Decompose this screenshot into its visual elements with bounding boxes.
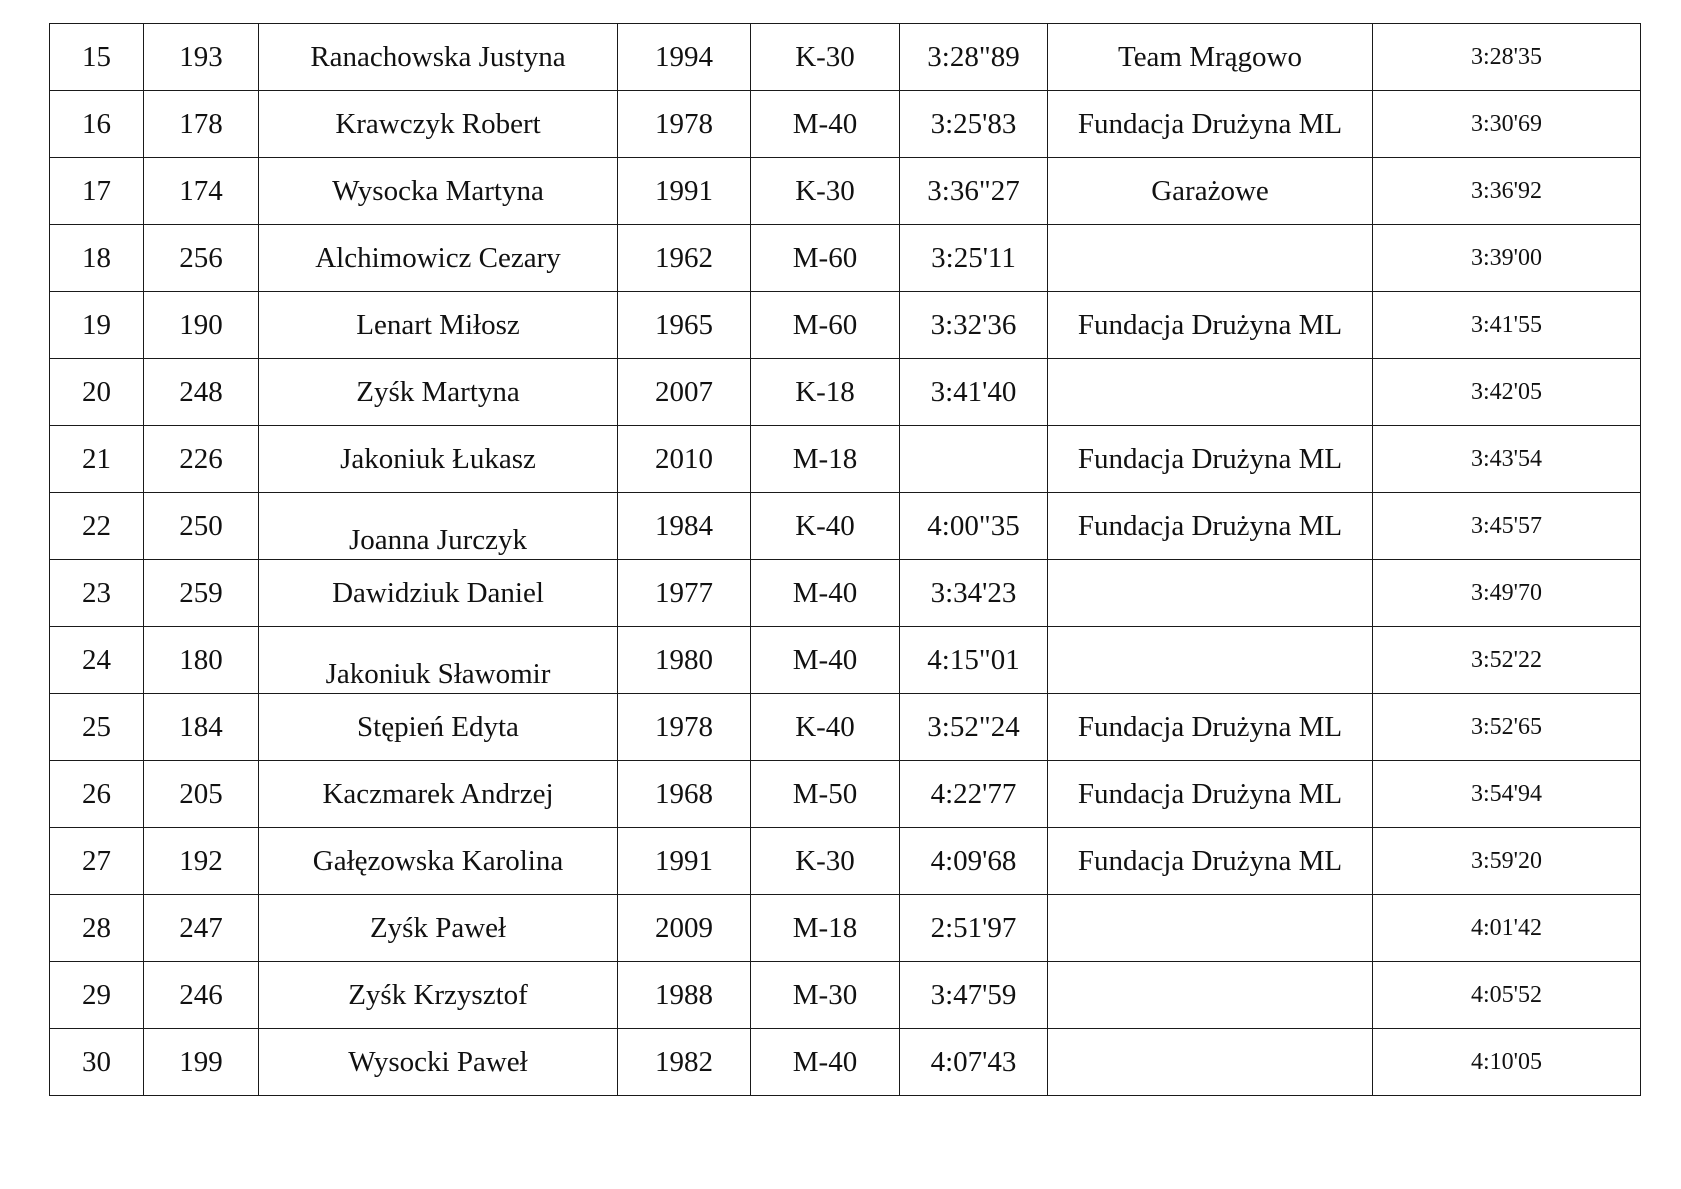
category-cell	[751, 895, 900, 962]
result-time-cell	[1373, 91, 1641, 158]
split-time-text: 3:41'40	[930, 375, 1017, 408]
category-text: M-40	[792, 107, 858, 140]
club-text: Fundacja Drużyna ML	[1077, 442, 1343, 475]
competitor-name-text: Joanna Jurczyk	[349, 523, 527, 556]
birth-year-text: 1991	[655, 174, 713, 207]
competitor-name-cell	[259, 1029, 618, 1096]
club-text: Fundacja Drużyna ML	[1077, 509, 1343, 542]
bib-number-text: 190	[179, 308, 223, 341]
category-cell	[751, 560, 900, 627]
split-time-cell	[900, 694, 1048, 761]
birth-year-text: 1978	[655, 710, 713, 743]
table-row	[50, 24, 1641, 91]
birth-year-text: 1988	[655, 978, 713, 1011]
bib-number-text: 178	[179, 107, 223, 140]
split-time-cell	[900, 359, 1048, 426]
table-row	[50, 1029, 1641, 1096]
competitor-name-cell	[259, 158, 618, 225]
bib-number-text: 256	[179, 241, 223, 274]
result-time-text: 3:41'55	[1471, 312, 1542, 338]
competitor-name-text: Zyśk Paweł	[369, 911, 507, 944]
competitor-name-cell	[259, 91, 618, 158]
result-time-cell	[1373, 426, 1641, 493]
category-text: K-30	[795, 40, 855, 73]
bib-number-text: 184	[179, 710, 223, 743]
split-time-text: 3:25'11	[931, 241, 1016, 274]
place-cell	[50, 359, 144, 426]
table-row	[50, 158, 1641, 225]
birth-year-text: 1994	[655, 40, 713, 73]
competitor-name-cell	[259, 962, 618, 1029]
split-time-text: 3:32'36	[930, 308, 1017, 341]
birth-year-text: 1984	[655, 509, 713, 542]
place-cell	[50, 91, 144, 158]
table-row	[50, 828, 1641, 895]
bib-number-cell	[144, 91, 259, 158]
split-time-cell	[900, 426, 1048, 493]
split-time-text: 3:47'59	[930, 978, 1017, 1011]
birth-year-cell	[618, 627, 751, 694]
split-time-text: 3:36"27	[927, 174, 1020, 207]
result-time-cell	[1373, 24, 1641, 91]
birth-year-cell	[618, 828, 751, 895]
competitor-name-text: Gałęzowska Karolina	[312, 844, 564, 877]
birth-year-text: 2007	[655, 375, 713, 408]
birth-year-cell	[618, 560, 751, 627]
place-text: 23	[82, 576, 111, 609]
split-time-cell	[900, 225, 1048, 292]
club-cell	[1048, 895, 1373, 962]
table-row	[50, 627, 1641, 694]
club-cell	[1048, 91, 1373, 158]
result-time-cell	[1373, 761, 1641, 828]
bib-number-text: 205	[179, 777, 223, 810]
category-cell	[751, 359, 900, 426]
bib-number-text: 192	[179, 844, 223, 877]
bib-number-text: 174	[179, 174, 223, 207]
birth-year-cell	[618, 292, 751, 359]
table-row	[50, 694, 1641, 761]
place-text: 28	[82, 911, 111, 944]
result-time-text: 3:59'20	[1471, 848, 1542, 874]
club-text: Fundacja Drużyna ML	[1077, 107, 1343, 140]
category-text: M-40	[792, 1045, 858, 1078]
competitor-name-cell	[259, 761, 618, 828]
bib-number-text: 199	[179, 1045, 223, 1078]
place-cell	[50, 426, 144, 493]
birth-year-cell	[618, 493, 751, 560]
table-row	[50, 91, 1641, 158]
competitor-name-cell	[259, 694, 618, 761]
bib-number-cell	[144, 24, 259, 91]
split-time-cell	[900, 292, 1048, 359]
place-cell	[50, 962, 144, 1029]
category-cell	[751, 225, 900, 292]
club-cell	[1048, 225, 1373, 292]
category-cell	[751, 962, 900, 1029]
competitor-name-cell	[259, 828, 618, 895]
result-time-text: 4:10'05	[1471, 1049, 1542, 1075]
club-cell	[1048, 359, 1373, 426]
competitor-name-text: Wysocka Martyna	[332, 174, 544, 207]
place-cell	[50, 292, 144, 359]
birth-year-text: 1977	[655, 576, 713, 609]
category-text: M-60	[792, 241, 858, 274]
competitor-name-text: Jakoniuk Łukasz	[340, 442, 536, 475]
table-row	[50, 761, 1641, 828]
result-time-cell	[1373, 493, 1641, 560]
bib-number-text: 193	[179, 40, 223, 73]
bib-number-cell	[144, 1029, 259, 1096]
bib-number-text: 259	[179, 576, 223, 609]
competitor-name-text: Stępień Edyta	[357, 710, 519, 743]
category-text: M-40	[792, 643, 858, 676]
bib-number-cell	[144, 761, 259, 828]
results-table	[49, 23, 1641, 1096]
club-text: Fundacja Drużyna ML	[1077, 844, 1343, 877]
category-cell	[751, 761, 900, 828]
table-row	[50, 225, 1641, 292]
club-cell	[1048, 24, 1373, 91]
club-cell	[1048, 426, 1373, 493]
place-text: 30	[82, 1045, 111, 1078]
result-time-text: 3:43'54	[1471, 446, 1542, 472]
place-cell	[50, 761, 144, 828]
bib-number-cell	[144, 225, 259, 292]
bib-number-cell	[144, 627, 259, 694]
category-text: M-60	[792, 308, 858, 341]
category-text: K-30	[795, 174, 855, 207]
result-time-cell	[1373, 694, 1641, 761]
birth-year-cell	[618, 1029, 751, 1096]
club-cell	[1048, 627, 1373, 694]
competitor-name-cell	[259, 225, 618, 292]
competitor-name-text: Zyśk Martyna	[356, 375, 520, 408]
club-text: Fundacja Drużyna ML	[1077, 308, 1343, 341]
place-text: 17	[82, 174, 111, 207]
split-time-cell	[900, 828, 1048, 895]
place-text: 18	[82, 241, 111, 274]
result-time-text: 3:39'00	[1471, 245, 1542, 271]
category-text: M-18	[792, 911, 858, 944]
split-time-cell	[900, 560, 1048, 627]
birth-year-text: 1980	[655, 643, 713, 676]
birth-year-cell	[618, 91, 751, 158]
birth-year-text: 1991	[655, 844, 713, 877]
bib-number-cell	[144, 828, 259, 895]
bib-number-cell	[144, 962, 259, 1029]
club-text: Fundacja Drużyna ML	[1077, 777, 1343, 810]
results-table-body	[50, 24, 1641, 1096]
result-time-text: 3:36'92	[1471, 178, 1542, 204]
competitor-name-cell	[259, 24, 618, 91]
category-text: M-18	[792, 442, 858, 475]
club-cell	[1048, 694, 1373, 761]
split-time-text: 4:22'77	[930, 777, 1017, 810]
category-cell	[751, 694, 900, 761]
birth-year-cell	[618, 426, 751, 493]
result-time-text: 4:05'52	[1471, 982, 1542, 1008]
category-text: K-40	[795, 710, 855, 743]
bib-number-text: 246	[179, 978, 223, 1011]
result-time-text: 3:45'57	[1471, 513, 1542, 539]
birth-year-cell	[618, 761, 751, 828]
result-time-text: 3:42'05	[1471, 379, 1542, 405]
table-row	[50, 426, 1641, 493]
category-text: M-30	[792, 978, 858, 1011]
result-time-cell	[1373, 359, 1641, 426]
place-text: 24	[82, 643, 111, 676]
place-text: 20	[82, 375, 111, 408]
result-time-text: 3:52'22	[1471, 647, 1542, 673]
birth-year-text: 1962	[655, 241, 713, 274]
club-text: Garażowe	[1151, 174, 1269, 207]
competitor-name-cell	[259, 359, 618, 426]
competitor-name-text: Lenart Miłosz	[356, 308, 520, 341]
category-cell	[751, 1029, 900, 1096]
split-time-cell	[900, 895, 1048, 962]
place-cell	[50, 1029, 144, 1096]
table-row	[50, 292, 1641, 359]
category-text: M-40	[792, 576, 858, 609]
place-text: 19	[82, 308, 111, 341]
result-time-text: 3:28'35	[1471, 44, 1542, 70]
category-text: M-50	[792, 777, 858, 810]
place-cell	[50, 158, 144, 225]
table-row	[50, 493, 1641, 560]
result-time-cell	[1373, 225, 1641, 292]
competitor-name-cell	[259, 426, 618, 493]
bib-number-cell	[144, 694, 259, 761]
birth-year-cell	[618, 962, 751, 1029]
place-cell	[50, 694, 144, 761]
bib-number-text: 250	[179, 509, 223, 542]
birth-year-cell	[618, 24, 751, 91]
competitor-name-text: Dawidziuk Daniel	[332, 576, 544, 609]
result-time-cell	[1373, 828, 1641, 895]
competitor-name-text: Krawczyk Robert	[335, 107, 541, 140]
split-time-cell	[900, 1029, 1048, 1096]
table-row	[50, 560, 1641, 627]
place-cell	[50, 560, 144, 627]
competitor-name-cell	[259, 292, 618, 359]
bib-number-text: 180	[179, 643, 223, 676]
place-text: 16	[82, 107, 111, 140]
split-time-text: 4:09'68	[930, 844, 1017, 877]
birth-year-text: 1978	[655, 107, 713, 140]
split-time-cell	[900, 91, 1048, 158]
place-cell	[50, 627, 144, 694]
birth-year-cell	[618, 158, 751, 225]
split-time-cell	[900, 627, 1048, 694]
birth-year-text: 2009	[655, 911, 713, 944]
birth-year-text: 2010	[655, 442, 713, 475]
result-time-cell	[1373, 1029, 1641, 1096]
club-cell	[1048, 292, 1373, 359]
birth-year-cell	[618, 359, 751, 426]
birth-year-cell	[618, 895, 751, 962]
competitor-name-text: Ranachowska Justyna	[310, 40, 566, 73]
club-cell	[1048, 962, 1373, 1029]
competitor-name-cell	[259, 560, 618, 627]
bib-number-text: 248	[179, 375, 223, 408]
split-time-cell	[900, 962, 1048, 1029]
place-cell	[50, 493, 144, 560]
place-text: 25	[82, 710, 111, 743]
result-time-cell	[1373, 560, 1641, 627]
club-cell	[1048, 1029, 1373, 1096]
split-time-text: 4:15"01	[927, 643, 1020, 676]
competitor-name-text: Zyśk Krzysztof	[348, 978, 528, 1011]
category-cell	[751, 627, 900, 694]
result-time-cell	[1373, 627, 1641, 694]
bib-number-text: 247	[179, 911, 223, 944]
competitor-name-text: Kaczmarek Andrzej	[322, 777, 554, 810]
split-time-text: 2:51'97	[930, 911, 1017, 944]
place-text: 27	[82, 844, 111, 877]
result-time-cell	[1373, 158, 1641, 225]
result-time-text: 4:01'42	[1471, 915, 1542, 941]
club-cell	[1048, 828, 1373, 895]
bib-number-cell	[144, 493, 259, 560]
birth-year-text: 1968	[655, 777, 713, 810]
bib-number-cell	[144, 158, 259, 225]
split-time-text: 4:07'43	[930, 1045, 1017, 1078]
category-text: K-18	[795, 375, 855, 408]
split-time-cell	[900, 493, 1048, 560]
split-time-cell	[900, 158, 1048, 225]
club-cell	[1048, 761, 1373, 828]
category-cell	[751, 493, 900, 560]
club-text: Team Mrągowo	[1118, 40, 1302, 73]
table-row	[50, 962, 1641, 1029]
category-text: K-40	[795, 509, 855, 542]
category-cell	[751, 24, 900, 91]
bib-number-cell	[144, 560, 259, 627]
place-cell	[50, 225, 144, 292]
bib-number-cell	[144, 292, 259, 359]
place-cell	[50, 828, 144, 895]
club-text: Fundacja Drużyna ML	[1077, 710, 1343, 743]
bib-number-cell	[144, 426, 259, 493]
competitor-name-cell	[259, 493, 618, 560]
split-time-cell	[900, 761, 1048, 828]
bib-number-text: 226	[179, 442, 223, 475]
competitor-name-text: Wysocki Paweł	[348, 1045, 528, 1078]
club-cell	[1048, 493, 1373, 560]
bib-number-cell	[144, 895, 259, 962]
birth-year-cell	[618, 694, 751, 761]
table-row	[50, 359, 1641, 426]
category-cell	[751, 91, 900, 158]
category-cell	[751, 158, 900, 225]
split-time-text: 4:00"35	[927, 509, 1020, 542]
place-text: 26	[82, 777, 111, 810]
place-cell	[50, 895, 144, 962]
place-text: 29	[82, 978, 111, 1011]
split-time-text: 3:28"89	[927, 40, 1020, 73]
birth-year-cell	[618, 225, 751, 292]
table-row	[50, 895, 1641, 962]
category-cell	[751, 828, 900, 895]
bib-number-cell	[144, 359, 259, 426]
birth-year-text: 1965	[655, 308, 713, 341]
split-time-text: 3:34'23	[930, 576, 1017, 609]
place-text: 22	[82, 509, 111, 542]
split-time-text: 3:52"24	[927, 710, 1020, 743]
competitor-name-cell	[259, 895, 618, 962]
birth-year-text: 1982	[655, 1045, 713, 1078]
category-cell	[751, 292, 900, 359]
category-text: K-30	[795, 844, 855, 877]
place-text: 15	[82, 40, 111, 73]
split-time-cell	[900, 24, 1048, 91]
place-text: 21	[82, 442, 111, 475]
club-cell	[1048, 560, 1373, 627]
club-cell	[1048, 158, 1373, 225]
category-cell	[751, 426, 900, 493]
result-time-text: 3:30'69	[1471, 111, 1542, 137]
result-time-text: 3:49'70	[1471, 580, 1542, 606]
result-time-cell	[1373, 292, 1641, 359]
competitor-name-text: Alchimowicz Cezary	[315, 241, 561, 274]
place-cell	[50, 24, 144, 91]
result-time-text: 3:54'94	[1471, 781, 1542, 807]
result-time-text: 3:52'65	[1471, 714, 1542, 740]
result-time-cell	[1373, 962, 1641, 1029]
competitor-name-cell	[259, 627, 618, 694]
competitor-name-text: Jakoniuk Sławomir	[325, 657, 551, 690]
result-time-cell	[1373, 895, 1641, 962]
split-time-text: 3:25'83	[930, 107, 1017, 140]
